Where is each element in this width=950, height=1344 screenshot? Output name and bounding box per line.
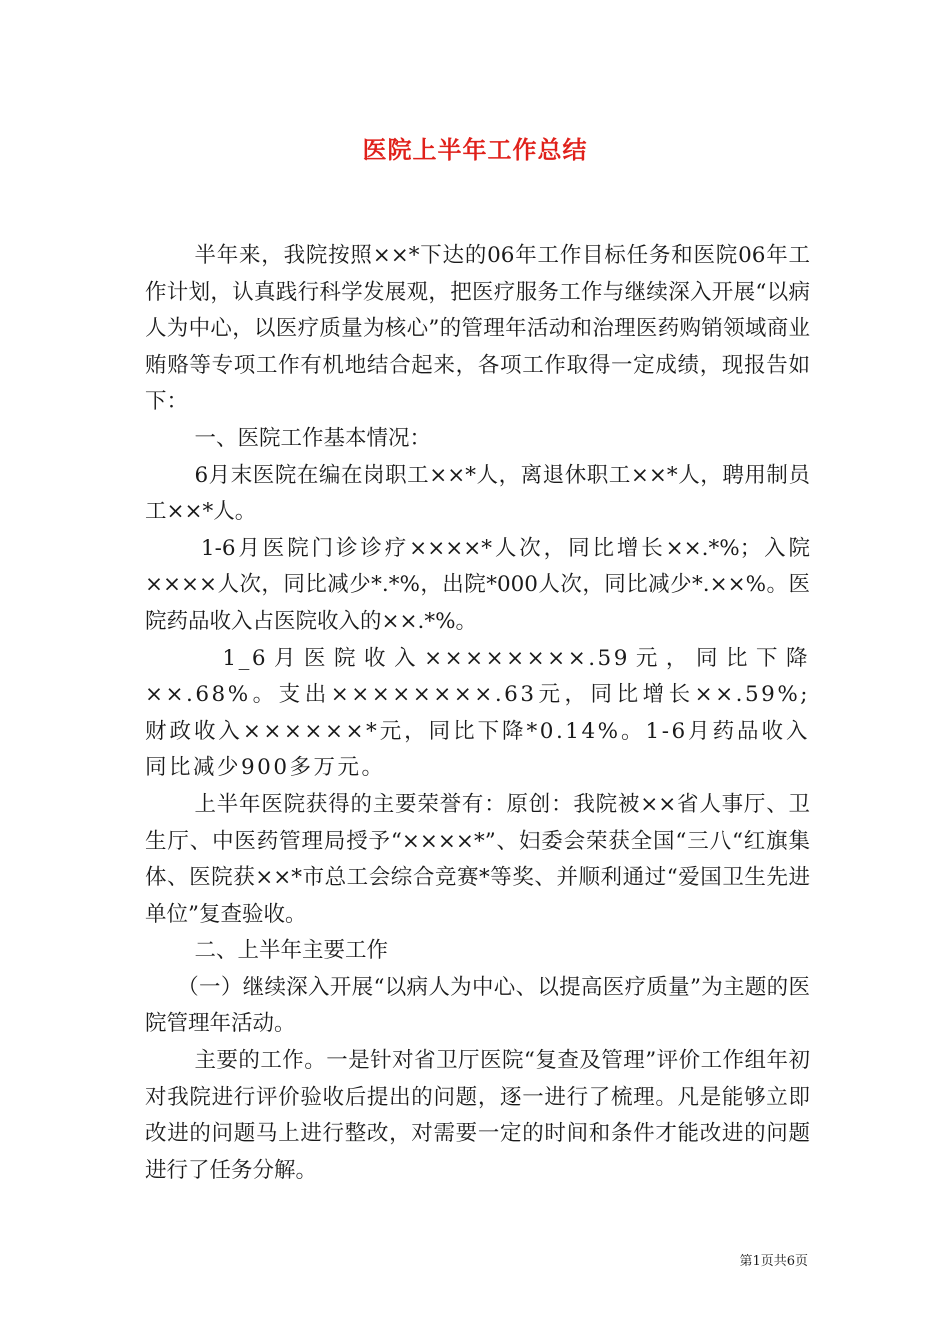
paragraph-staff: 6月末医院在编在岗职工××*人，离退休职工××*人，聘用制员工××*人。 [145,462,810,525]
section-heading-1: 一、医院工作基本情况： [194,425,431,451]
paragraph-finance: 1_6月医院收入××××××××.59元，同比下降××.68%。支出××××××××.63元，同比增长××.59%;财政收入××××××*元，同比下降*0.14%。1-6月药品收入同比减少900多万元。 [145,645,810,781]
subsection-heading-1: （一）继续深入开展“以病人为中心、以提高医疗质量”为主题的医院管理年活动。 [145,974,810,1037]
section-heading-2: 二、上半年主要工作 [194,938,388,964]
page-number: 第1页共6页 [739,1254,808,1269]
paragraph-outpatient: 1-6月医院门诊诊疗××××*人次，同比增长××.*%；入院××××人次，同比减少*.*%，出院*000人次，同比减少*.××%。医院药品收入占医院收入的××.*%。 [145,535,810,634]
paragraph-intro: 半年来，我院按照××*下达的06年工作目标任务和医院06年工作计划，认真践行科学发展观，把医疗服务工作与继续深入开展“以病人为中心，以医疗质量为核心”的管理年活动和治理医药购销领域商业贿赂等专项工作有机地结合起来，各项工作取得一定成绩，现报告如下： [145,243,810,415]
paragraph-honors: 上半年医院获得的主要荣誉有：原创：我院被××省人事厅、卫生厅、中医药管理局授予“××××*”、妇委会荣获全国“三八“红旗集体、医院获××*市总工会综合竞赛*等奖、并顺利通过“爱国卫生先进单位”复查验收。 [145,791,810,927]
document-title: 医院上半年工作总结 [362,136,588,164]
paragraph-main-work: 主要的工作。一是针对省卫厅医院“复查及管理”评价工作组年初对我院进行评价验收后提出的问题，逐一进行了梳理。凡是能够立即改进的问题马上进行整改，对需要一定的时间和条件才能改进的问题进行了任务分解。 [145,1048,810,1183]
document-body [145,238,810,1189]
